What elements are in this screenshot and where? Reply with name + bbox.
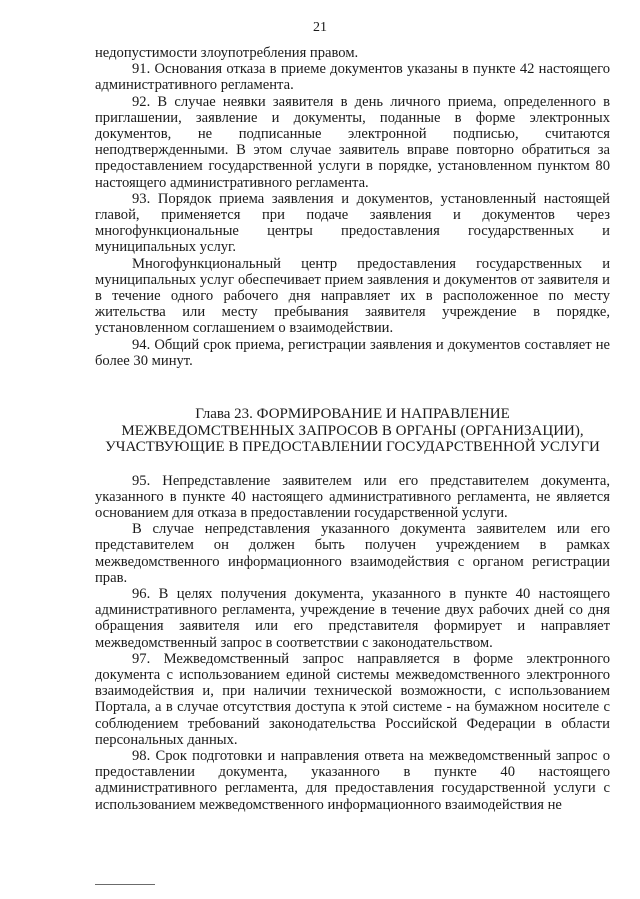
page-content [95,45,610,813]
bottom-paragraphs [95,473,610,813]
paragraph-p97: 97. Межведомственный запрос направляется в форме электронного документа с использованием единой системы межведомственного электронного взаимодействия и, при наличии технической возможности, с использованием Портала, а в случае отсутствия доступа к этой системе - на бумажном носителе с соблюдением требований законодательства Российской Федерации в области персональных данных. [95,650,610,748]
paragraph-p95: 95. Непредставление заявителем или его представителем документа, указанного в пункте 40 настоящего административного регламента, не является основанием для отказа в предоставлении государственной услуги. [95,472,610,521]
chapter-heading-line: МЕЖВЕДОМСТВЕННЫХ ЗАПРОСОВ В ОРГАНЫ (ОРГАНИЗАЦИИ), [121,422,584,439]
paragraph-p95b: В случае непредставления указанного документа заявителем или его представителем он должен быть получен учреждением в рамках межведомственного информационного взаимодействия с органом регистрации прав. [95,521,610,586]
chapter-heading-line: УЧАСТВУЮЩИЕ В ПРЕДОСТАВЛЕНИИ ГОСУДАРСТВЕННОЙ УСЛУГИ [105,439,600,456]
paragraph-p96: 96. В целях получения документа, указанного в пункте 40 настоящего административного регламента, учреждение в течение двух рабочих дней со дня обращения заявителя или его представителя формирует и направляет межведомственный запрос в соответствии с законодательством. [95,585,610,651]
paragraph-p92: 92. В случае неявки заявителя в день личного приема, определенного в приглашении, заявление и документы, поданные в форме электронных документов, не подписанные электронной подписью, считаются неподтвержденными. В этом случае заявитель вправе повторно обратиться за предоставлением государственной услуги в порядке, установленном пунктом 80 настоящего административного регламента. [95,93,610,191]
chapter-heading [95,406,610,456]
paragraph-p94: 94. Общий срок приема, регистрации заявления и документов составляет не более 30 минут. [95,336,610,369]
paragraph-p98: 98. Срок подготовки и направления ответа на межведомственный запрос о предоставлении документа, указанного в пункте 40 настоящего административного регламента, для предоставления государственной услуги с использованием межведомственного информационного взаимодействия не [95,748,610,813]
paragraph-p93: 93. Порядок приема заявления и документов, установленный настоящей главой, применяется при подаче заявления и документов через многофункциональные центры предоставления государственных и муниципальных услуг. [95,190,610,256]
chapter-heading-line: Глава 23. ФОРМИРОВАНИЕ И НАПРАВЛЕНИЕ [195,406,510,423]
page-number: 21 [313,20,327,35]
paragraph-p91: 91. Основания отказа в приеме документов указаны в пункте 42 настоящего административного регламента. [95,61,610,94]
paragraph-p93b: Многофункциональный центр предоставления государственных и муниципальных услуг обеспечивает прием заявления и документов от заявителя и в течение одного рабочего дня направляет их в расположенное по месту жительства или месту пребывания заявителя учреждение в порядке, установленном соглашением о взаимодействии. [95,255,610,337]
footer-rule [95,884,155,885]
paragraph-cont: недопустимости злоупотребления правом. [95,45,359,61]
top-paragraphs [95,45,610,369]
